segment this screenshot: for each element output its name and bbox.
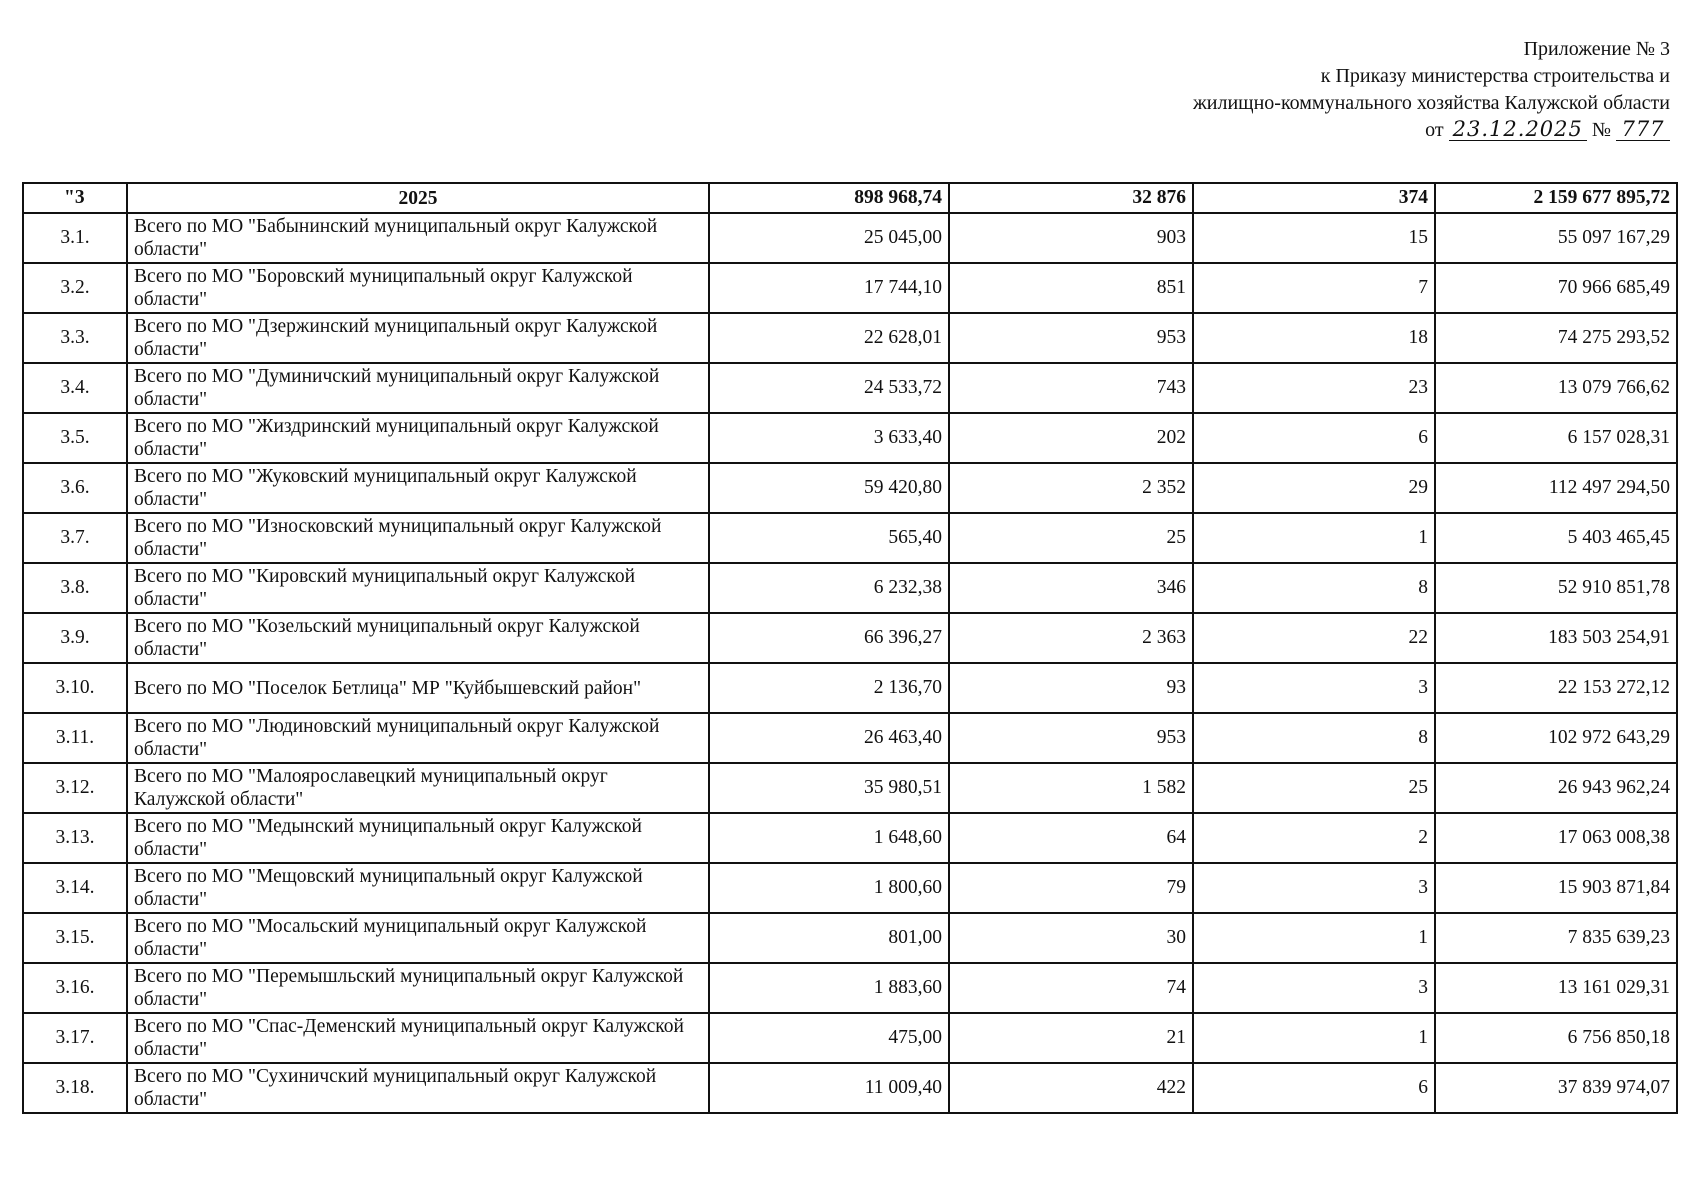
row-area: 26 463,40 (709, 713, 949, 763)
row-people: 25 (949, 513, 1193, 563)
row-area: 59 420,80 (709, 463, 949, 513)
row-area: 3 633,40 (709, 413, 949, 463)
row-number: 3.7. (23, 513, 127, 563)
row-houses: 8 (1193, 713, 1435, 763)
row-number: 3.17. (23, 1013, 127, 1063)
row-name: Всего по МО "Людиновский муниципальный округ Калужской области" (127, 713, 709, 763)
row-name: Всего по МО "Медынский муниципальный округ Калужской области" (127, 813, 709, 863)
row-area: 565,40 (709, 513, 949, 563)
row-amount: 70 966 685,49 (1435, 263, 1677, 313)
total-year: 2025 (127, 183, 709, 213)
row-amount: 6 756 850,18 (1435, 1013, 1677, 1063)
row-people: 422 (949, 1063, 1193, 1113)
row-number: 3.14. (23, 863, 127, 913)
table-row (23, 363, 1677, 413)
row-amount: 55 097 167,29 (1435, 213, 1677, 263)
row-number: 3.9. (23, 613, 127, 663)
municipal-table (22, 182, 1678, 1114)
row-houses: 22 (1193, 613, 1435, 663)
row-houses: 8 (1193, 563, 1435, 613)
appendix-title: Приложение № 3 (1523, 38, 1670, 60)
table-row (23, 463, 1677, 513)
row-people: 21 (949, 1013, 1193, 1063)
row-area: 6 232,38 (709, 563, 949, 613)
total-amount: 2 159 677 895,72 (1435, 183, 1677, 213)
table-row (23, 213, 1677, 263)
appendix-header (1030, 36, 1670, 144)
row-amount: 7 835 639,23 (1435, 913, 1677, 963)
total-people: 32 876 (949, 183, 1193, 213)
row-area: 25 045,00 (709, 213, 949, 263)
row-area: 17 744,10 (709, 263, 949, 313)
row-houses: 15 (1193, 213, 1435, 263)
row-name: Всего по МО "Износковский муниципальный округ Калужской области" (127, 513, 709, 563)
row-amount: 15 903 871,84 (1435, 863, 1677, 913)
row-amount: 22 153 272,12 (1435, 663, 1677, 713)
row-name: Всего по МО "Перемышльский муниципальный округ Калужской области" (127, 963, 709, 1013)
row-name: Всего по МО "Кировский муниципальный округ Калужской области" (127, 563, 709, 613)
row-area: 2 136,70 (709, 663, 949, 713)
row-people: 1 582 (949, 763, 1193, 813)
row-number: 3.5. (23, 413, 127, 463)
row-houses: 6 (1193, 1063, 1435, 1113)
row-number: 3.16. (23, 963, 127, 1013)
row-people: 79 (949, 863, 1193, 913)
row-area: 801,00 (709, 913, 949, 963)
table-body (23, 183, 1677, 1113)
row-people: 93 (949, 663, 1193, 713)
row-houses: 7 (1193, 263, 1435, 313)
table-row (23, 913, 1677, 963)
row-people: 2 363 (949, 613, 1193, 663)
row-area: 1 883,60 (709, 963, 949, 1013)
row-area: 35 980,51 (709, 763, 949, 813)
row-amount: 112 497 294,50 (1435, 463, 1677, 513)
table-row (23, 763, 1677, 813)
row-area: 475,00 (709, 1013, 949, 1063)
row-houses: 1 (1193, 1013, 1435, 1063)
table-row (23, 713, 1677, 763)
row-amount: 5 403 465,45 (1435, 513, 1677, 563)
row-name: Всего по МО "Боровский муниципальный округ Калужской области" (127, 263, 709, 313)
row-number: 3.11. (23, 713, 127, 763)
row-area: 1 648,60 (709, 813, 949, 863)
row-number: 3.8. (23, 563, 127, 613)
row-people: 743 (949, 363, 1193, 413)
row-houses: 2 (1193, 813, 1435, 863)
row-amount: 26 943 962,24 (1435, 763, 1677, 813)
row-people: 851 (949, 263, 1193, 313)
row-houses: 3 (1193, 663, 1435, 713)
row-area: 11 009,40 (709, 1063, 949, 1113)
row-area: 24 533,72 (709, 363, 949, 413)
table-row (23, 1013, 1677, 1063)
total-houses: 374 (1193, 183, 1435, 213)
row-name: Всего по МО "Бабынинский муниципальный округ Калужской области" (127, 213, 709, 263)
table-row (23, 663, 1677, 713)
table-row (23, 813, 1677, 863)
from-label: от (1425, 119, 1444, 141)
row-number: 3.18. (23, 1063, 127, 1113)
table-row (23, 1063, 1677, 1113)
row-number: 3.13. (23, 813, 127, 863)
row-people: 30 (949, 913, 1193, 963)
row-people: 953 (949, 713, 1193, 763)
row-number: 3.2. (23, 263, 127, 313)
row-people: 953 (949, 313, 1193, 363)
row-houses: 29 (1193, 463, 1435, 513)
row-area: 1 800,60 (709, 863, 949, 913)
row-houses: 1 (1193, 913, 1435, 963)
table-row (23, 863, 1677, 913)
table-row (23, 963, 1677, 1013)
handwritten-date: 23.12.2025 (1449, 118, 1587, 141)
row-people: 903 (949, 213, 1193, 263)
total-area: 898 968,74 (709, 183, 949, 213)
row-houses: 23 (1193, 363, 1435, 413)
row-name: Всего по МО "Мосальский муниципальный округ Калужской области" (127, 913, 709, 963)
row-amount: 74 275 293,52 (1435, 313, 1677, 363)
row-houses: 3 (1193, 863, 1435, 913)
row-name: Всего по МО "Сухиничский муниципальный округ Калужской области" (127, 1063, 709, 1113)
row-amount: 13 161 029,31 (1435, 963, 1677, 1013)
row-name: Всего по МО "Мещовский муниципальный округ Калужской области" (127, 863, 709, 913)
row-name: Всего по МО "Дзержинский муниципальный округ Калужской области" (127, 313, 709, 363)
row-people: 202 (949, 413, 1193, 463)
row-number: 3.12. (23, 763, 127, 813)
row-name: Всего по МО "Спас-Деменский муниципальный округ Калужской области" (127, 1013, 709, 1063)
row-number: 3.15. (23, 913, 127, 963)
total-num: "3 (23, 183, 127, 213)
row-number: 3.4. (23, 363, 127, 413)
row-name: Всего по МО "Козельский муниципальный округ Калужской области" (127, 613, 709, 663)
number-label: № (1591, 119, 1611, 141)
row-amount: 37 839 974,07 (1435, 1063, 1677, 1113)
table-row (23, 413, 1677, 463)
row-people: 346 (949, 563, 1193, 613)
total-row (23, 183, 1677, 213)
table-row (23, 263, 1677, 313)
table-row (23, 513, 1677, 563)
row-name: Всего по МО "Жиздринский муниципальный округ Калужской области" (127, 413, 709, 463)
row-amount: 13 079 766,62 (1435, 363, 1677, 413)
row-name: Всего по МО "Малоярославецкий муниципальный округ Калужской области" (127, 763, 709, 813)
appendix-order-line: к Приказу министерства строительства и (1320, 65, 1670, 87)
row-amount: 102 972 643,29 (1435, 713, 1677, 763)
row-houses: 18 (1193, 313, 1435, 363)
row-name: Всего по МО "Думиничский муниципальный округ Калужской области" (127, 363, 709, 413)
table-row (23, 563, 1677, 613)
row-number: 3.10. (23, 663, 127, 713)
row-amount: 183 503 254,91 (1435, 613, 1677, 663)
row-area: 22 628,01 (709, 313, 949, 363)
row-people: 64 (949, 813, 1193, 863)
row-amount: 52 910 851,78 (1435, 563, 1677, 613)
row-name: Всего по МО "Поселок Бетлица" МР "Куйбышевский район" (127, 663, 709, 713)
row-amount: 17 063 008,38 (1435, 813, 1677, 863)
handwritten-number: 777 (1616, 118, 1670, 141)
row-houses: 25 (1193, 763, 1435, 813)
row-people: 74 (949, 963, 1193, 1013)
table-row (23, 313, 1677, 363)
appendix-ministry-line: жилищно-коммунального хозяйства Калужской области (1192, 92, 1670, 114)
row-houses: 1 (1193, 513, 1435, 563)
appendix-date-line (1030, 117, 1670, 144)
row-name: Всего по МО "Жуковский муниципальный округ Калужской области" (127, 463, 709, 513)
row-people: 2 352 (949, 463, 1193, 513)
table-row (23, 613, 1677, 663)
row-houses: 6 (1193, 413, 1435, 463)
row-number: 3.6. (23, 463, 127, 513)
row-number: 3.1. (23, 213, 127, 263)
row-amount: 6 157 028,31 (1435, 413, 1677, 463)
row-area: 66 396,27 (709, 613, 949, 663)
row-number: 3.3. (23, 313, 127, 363)
row-houses: 3 (1193, 963, 1435, 1013)
